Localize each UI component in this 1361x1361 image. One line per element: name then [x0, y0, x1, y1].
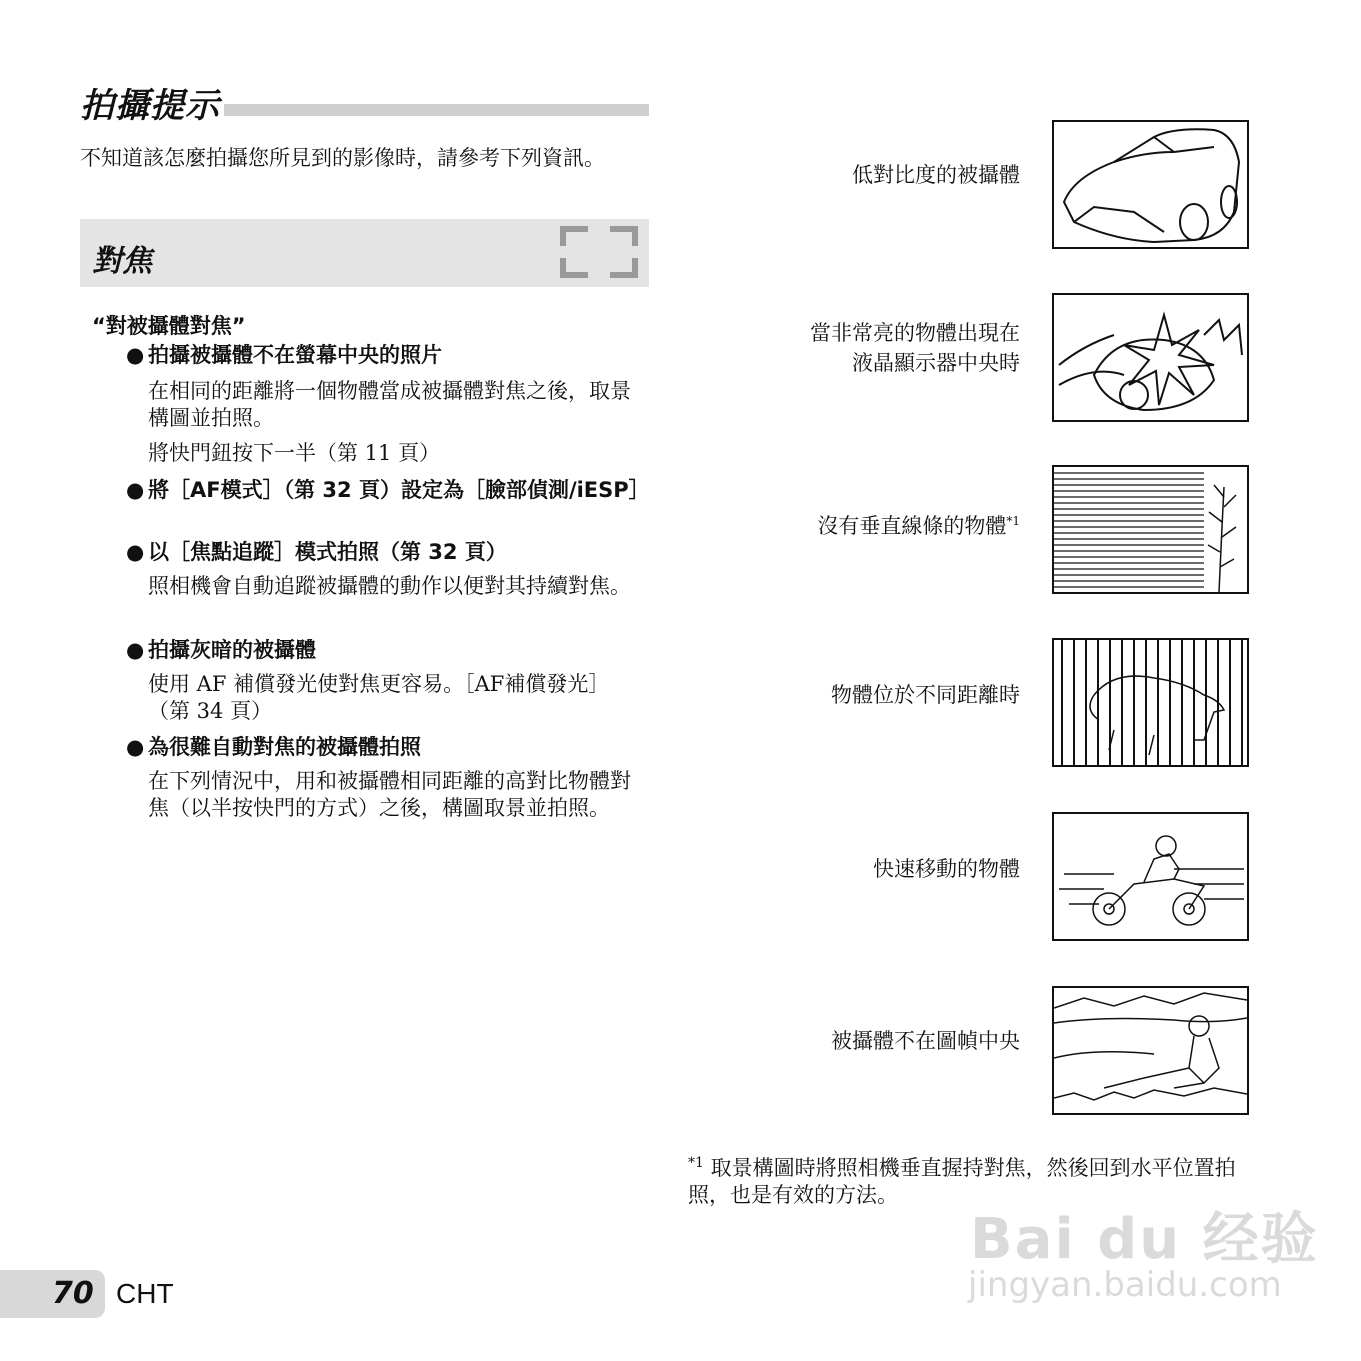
focus-section-title: 對焦 [92, 244, 152, 279]
list-item [126, 734, 636, 761]
watermark-logo: Bai du 经验 [970, 1207, 1319, 1272]
bright-light-car-illustration [1052, 293, 1249, 422]
focus-bracket-icon [560, 226, 638, 278]
bullet-icon: ● [126, 478, 145, 502]
list-item [126, 342, 636, 369]
tiger-behind-bars-illustration [1052, 638, 1249, 767]
footnote-mark: *1 [1006, 514, 1020, 528]
list-item [126, 539, 636, 566]
person-landscape-illustration [1052, 986, 1249, 1115]
example-caption-line2: 液晶顯示器中央時 [852, 351, 1020, 375]
item-body: 在下列情況中，用和被攝體相同距離的高對比物體對焦（以半按快門的方式）之後，構圖取景並拍照。 [148, 769, 631, 820]
example-caption [817, 508, 1020, 540]
list-item [126, 477, 650, 504]
motorcycle-illustration [1052, 812, 1249, 941]
bullet-icon: ● [126, 540, 145, 564]
example-caption: 當非常亮的物體出現在 [810, 321, 1020, 345]
example-caption: 低對比度的被攝體 [852, 163, 1020, 187]
quote-title: “對被攝體對焦” [92, 314, 246, 338]
intro-text: 不知道該怎麼拍攝您所見到的影像時，請參考下列資訊。 [80, 146, 605, 170]
bullet-icon: ● [126, 735, 145, 759]
list-item [126, 637, 636, 664]
footnote-text: 取景構圖時將照相機垂直握持對焦，然後回到水平位置拍照，也是有效的方法。 [688, 1156, 1236, 1207]
item-body: 照相機會自動追蹤被攝體的動作以便對其持續對焦。 [148, 574, 631, 598]
item-heading: 拍攝被攝體不在螢幕中央的照片 [148, 343, 442, 367]
item-body: 將快門鈕按下一半（第 11 頁） [148, 441, 441, 465]
car-illustration [1052, 120, 1249, 249]
bullet-icon: ● [126, 343, 145, 367]
item-heading: 以［焦點追蹤］模式拍照（第 32 頁） [148, 540, 507, 564]
page-title: 拍攝提示 [80, 78, 224, 127]
page-number: 70 [52, 1276, 94, 1311]
item-heading: 為很難自動對焦的被攝體拍照 [148, 735, 421, 759]
example-caption-text: 沒有垂直線條的物體 [817, 514, 1007, 538]
item-heading: 將［AF模式］（第 32 頁）設定為［臉部偵測/iESP］ [148, 478, 650, 502]
example-caption: 被攝體不在圖幀中央 [831, 1029, 1020, 1053]
bullet-icon: ● [126, 638, 145, 662]
item-heading: 拍攝灰暗的被攝體 [148, 638, 316, 662]
watermark-url: jingyan.baidu.com [968, 1265, 1282, 1305]
example-caption: 快速移動的物體 [873, 857, 1020, 881]
item-body: 使用 AF 補償發光使對焦更容易。［AF補償發光］（第 34 頁） [148, 672, 610, 723]
example-caption: 物體位於不同距離時 [831, 683, 1020, 707]
footnote-mark: *1 [688, 1155, 704, 1171]
language-label: CHT [116, 1278, 174, 1309]
blinds-plant-illustration [1052, 465, 1249, 594]
item-body: 在相同的距離將一個物體當成被攝體對焦之後，取景構圖並拍照。 [148, 379, 631, 430]
